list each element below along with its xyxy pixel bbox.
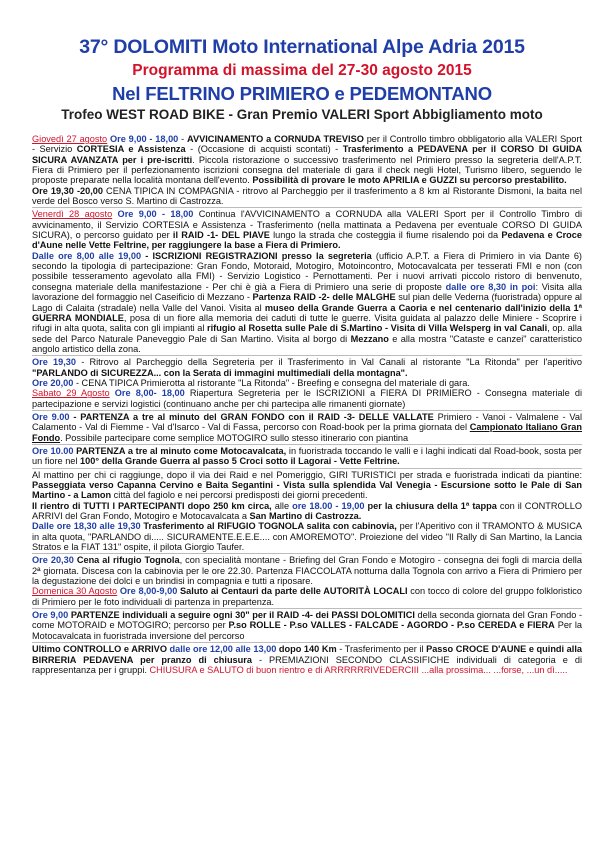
time-label: Ore 9.00 (32, 411, 70, 422)
time-label: Dalle ore 18,30 alle 19,30 (32, 521, 141, 532)
text: , posa di un fiore alla memoria dei caduti di tutte le guerre. Visita guidata al palazzo delle Miniere - Scoprire i rifugi in alta quota, salita con gli impianti al (32, 312, 582, 334)
text: (ufficio A.P.T. a Fiera di Primiero in via Dante 6) secondo la tipologia di partecipazione: Gran Fondo, Motoraid, Motogiro, Motoincontro, Motocavalcata per tesserati FMI e non (con possibile tesseramento agevolato alla FMI) - Servizio Logistico - Pernottamenti. Per i nuovi arrivati piccolo ristoro di benvenuto, consegna materiale della manifestazione - Per chi è già a Fiera di Primiero una serie di proposte (32, 250, 582, 292)
divider (32, 207, 582, 208)
text: Riapertura Segreteria per le ISCRIZIONI a FIERA DI PRIMIERO - Consegna materiale di partecipazione e servizi logistici (continuano anche per chi partecipa alle rimanenti giornate) (32, 388, 583, 409)
saturday-dinner (32, 555, 582, 586)
thursday-dinner (32, 186, 582, 207)
divider (32, 553, 582, 554)
text: alle (271, 500, 293, 511)
text: . Possibile partecipare come semplice MOTOGIRO sullo stesso itinerario con piantina (60, 432, 409, 443)
text-bold: Campionato Italiano Gran Fondo (32, 422, 582, 443)
text-bold: Cena al rifugio Tognola (73, 555, 180, 566)
text: per il Controllo timbro obbligatorio alla VALERI Sport - Servizio (32, 134, 583, 155)
date-label: Giovedì 27 agosto (32, 134, 108, 144)
time-label: Ore 9,00 - 18,00 (110, 134, 179, 144)
text-bold: Trasferimento a PEDAVENA per il CORSO DI GUIDA SICURA AVANZATA per i pre-iscritti (32, 144, 582, 165)
text-bold: P.so ROLLE - P.so VALLES - FALCADE - AGORDO - P.so CEREDA e FIERA (228, 620, 555, 631)
text: e alla mostra "Cataste e canzei" caratteristico angolo artistico della zona. (32, 333, 582, 354)
saturday-motocavalcata (32, 446, 582, 467)
time-label: Ore 8,00-9,00 (117, 586, 178, 597)
text-bold: Passeggiata verso Capanna Cervino e Baita Segantini - Vista sulla splendida Val Venegia - Escursione sotto le Pale di San Martino - a Lamon (32, 480, 582, 501)
text: - PREMIAZIONI SECONDO CLASSIFICHE individuali di categoria e di rappresentanza per i gruppi. (32, 654, 582, 675)
text: Al mattino per chi ci raggiunge, dopo il via dei Raid e nel Pomeriggio, GIRI TURISTICI per strada e fuoristrada indicati da piantine: (32, 469, 582, 480)
day-friday (32, 209, 582, 250)
text-bold: per la chiusura della 1ª tappa (364, 500, 497, 511)
text-bold: museo della Grande Guerra a Caoria e nel centenario dall'inizio della 1ª GUERRA MONDIALE (32, 302, 583, 323)
text: lungo la strada che costeggia il fiume risalendo poi da (269, 230, 502, 241)
day-sunday (32, 586, 582, 607)
divider (32, 410, 582, 411)
divider (32, 608, 582, 609)
divider (32, 642, 582, 643)
date-label: Domenica 30 Agosto (32, 586, 118, 597)
text: - (Occasione di acquisti scontati) - (185, 144, 343, 155)
trophy-heading: Trofeo WEST ROAD BIKE - Gran Premio VALERI Sport Abbigliamento moto (61, 107, 543, 122)
text-bold: AVVICINAMENTO a CORNUDA TREVISO (187, 134, 364, 144)
time-label: ore 18.00 - 19,00 (292, 500, 365, 511)
text-bold: San Martino di Castrozza. (249, 511, 362, 522)
time-label: dalle ore 8,30 in poi (445, 281, 536, 292)
text-bold: 100° della Grande Guerra al passo 5 Croci sotto il Lagorai - Vette Feltrine. (80, 456, 400, 467)
text: : Visita alla lavorazione del formaggio nel Caseificio di Mezzano - (32, 281, 582, 303)
program-body (32, 134, 582, 675)
page-subtitle: Programma di massima del 27-30 agosto 2015 (132, 62, 472, 79)
sunday-raid (32, 610, 582, 641)
text: in fuoristrada toccando le valli e i laghi indicati dal Road-book, sosta per un fiore nel (32, 445, 582, 467)
text-bold: PARTENZA a tre al minuto come Motocavalcata, (73, 445, 287, 456)
text-bold: - PARTENZA a tre al minuto del GRAN FONDO (69, 411, 285, 422)
page-title: 37° DOLOMITI Moto International Alpe Adria 2015 (79, 36, 525, 58)
text-bold: il RAID -1- DEL PIAVE (172, 230, 270, 241)
time-label: Ore 8,00- 18,00 (109, 388, 185, 399)
text: , op. alla sede del Parco Naturale Paneveggio Pale di San Martino. Visita al borgo di (32, 323, 582, 344)
text-bold: Possibilità di provare le moto APRILIA e GUZZI su percorso prestabilito. (252, 175, 567, 186)
friday-registration (32, 251, 582, 354)
text-bold: PARTENZE individuali a seguire ogni 30" per il RAID -4- dei PASSI DOLOMITICI (68, 610, 415, 621)
text: - Ritrovo al Parcheggio della Segreteria per il Trasferimento in Val Canali al ristorante "La Ritonda" per l'aperitivo (76, 357, 582, 368)
closing-note: CHIUSURA e SALUTO di buon rientro e di ARRRRRRIVEDERCIII ...alla prossima... ...forse, ...un dì..... (149, 664, 568, 675)
divider (32, 468, 582, 469)
text: Primiero - Vanoi - Valmalene - Val Calamento - Val di Fiemme - Val d'Isarco - Val di Fassa, percorso con Road-book per la prima giornata del (32, 411, 582, 433)
time-label: dalle ore 12,00 alle 13,00 (166, 644, 277, 655)
text: - CENA TIPICA Primierotta al ristorante "La Ritonda" - Breefing e consegna del materiale di gara. (73, 377, 470, 388)
text-bold: CORTESIA e Assistenza (76, 144, 186, 155)
day-thursday: Giovedì 27 agosto Ore 9,00 - 18,00 - AVVICINAMENTO a CORNUDA TREVISO per il Controllo timbro obbligatorio alla VALERI Sport - Servizio CORTESIA e Assistenza - (Occasione di acquisti scontati) - Trasferimento a PEDAVENA per il CORSO DI GUIDA SICURA AVANZATA per i pre-iscritti. Piccola ristorazione o successivo trasferimento nel Primiero presso la segreteria dell'A.P.T. Fiera di Primiero per il perfezionamento iscrizioni consegna del materiale di gara il check negli Hotel, Turismo libero, seguendo le proposte preparate nella località montana dell'evento. Possibilità di provare le moto APRILIA e GUZZI su percorso prestabilito. (32, 134, 583, 186)
text-bold: Pedavena e Croce d'Aune nelle Vette Feltrine, per raggiungere la base a Fiera di Primiero. (32, 230, 582, 251)
time-label: Ore 19,30 (32, 357, 77, 368)
text-bold: - ISCRIZIONI REGISTRAZIONI presso la segreteria (141, 250, 372, 261)
text: Per la Motocavalcata in fuoristrada inversione del percorso (32, 620, 582, 641)
text-bold: Mezzano (350, 333, 389, 344)
text: sul pian delle Vederna (fuoristrada) oppure al Lago di Calaita (stradale) nella Valle del Vanoi. Visita al (32, 292, 582, 313)
text: della seconda giornata del Gran Fondo - come MOTORAID e MOTOGIRO; percorso per (32, 610, 583, 631)
text-bold: Saluto ai Centauri da parte delle AUTORITÀ LOCALI (177, 586, 408, 597)
text-bold: rifugio al Rosetta sulle Pale di S.Martino - Visita di Villa Welsperg in val Canali (207, 323, 548, 334)
divider (32, 444, 582, 445)
divider (32, 355, 582, 356)
text-bold: Ultimo CONTROLLO e ARRIVO (32, 644, 167, 655)
date-label: Sabato 29 Agosto (32, 388, 110, 399)
text: per l'Aperitivo con il TRAMONTO & MUSICA in alta quota, "PARLANDO di..... SICURAMENTE.E.E.E.... con AMOREMOTO". Proiezione del video "Il Rally di San Martino, la Lancia Stratos e la FIAT 131" ospite, il pilota Giorgio Taufer. (32, 521, 582, 553)
text-bold: Partenza RAID -2- delle MALGHE (252, 292, 396, 303)
time-label: Ore 20,30 (32, 555, 74, 566)
text: città del fagiolo e nei percorsi predisposti dei giorni precedenti. (111, 490, 368, 501)
saturday-tours (32, 470, 582, 501)
text: CENA TIPICA IN COMPAGNIA - ritrovo al Parcheggio per il trasferimento a 8 km al Ristorante Dismoni, la baita nel verde del Bosco verso S. Martino di Castrozza. (32, 185, 583, 207)
text: con tocco di colore del gruppo folkloristico di Primiero per le foto individuali di partenza in prepartenza. (32, 586, 582, 607)
text-bold: Passo CROCE D'AUNE e quindi alla BIRRERIA PEDAVENA per pranzo di chiusura (32, 644, 582, 665)
time-label: Ore 10.00 (32, 445, 74, 456)
time-label: Ore 20,00 (32, 377, 74, 388)
date-label: Venerdì 28 agosto (32, 209, 113, 220)
text-bold: dopo 140 Km (276, 644, 337, 655)
text-bold: Il rientro di TUTTI I PARTECIPANTI dopo 250 km circa, (32, 500, 272, 511)
time-label: Ore 9,00 - 18,00 (117, 209, 194, 220)
sunday-finish (32, 644, 582, 675)
time-label: Ore 19,30 -20,00 (32, 185, 103, 196)
saturday-tognola (32, 521, 582, 552)
text-bold: Trasferimento al RIFUGIO TOGNOLA salita con cabinovia, (140, 521, 397, 532)
region-heading: Nel FELTRINO PRIMIERO e PEDEMONTANO (112, 83, 492, 104)
friday-dinner (32, 378, 582, 388)
saturday-return (32, 501, 582, 522)
text: - Trasferimento per il (336, 644, 427, 655)
time-label: Ore 9,00 (32, 610, 69, 621)
saturday-granfondo (32, 412, 582, 443)
text-bold: con il RAID -3- DELLE VALLATE (284, 411, 434, 422)
time-label: Dalle ore 8,00 alle 19,00 (32, 250, 142, 261)
text: Continua l'AVVICINAMENTO a CORNUDA alla VALERI Sport per il Controllo Timbro di avvicinamento, il Servizio CORTESIA e Assistenza - Trasferimento (nella mattinata a Pedavena per eventuale CORSO DI GUIDA SICURA), o percorso guidato per (32, 209, 582, 241)
text: con il CONTROLLO ARRIVI del Gran Fondo, Motogiro e Motocavalcata a (32, 500, 582, 522)
text: . Piccola ristorazione o successivo trasferimento nel Primiero presso la segreteria dell'A.P.T. Fiera di Primiero per il perfezionamento iscrizioni consegna del materiale di gara il check negli Hotel, Turismo libero, seguendo le proposte preparate nella località montana dell'evento. (32, 154, 582, 186)
text: , con specialità montane - Briefing del Gran Fondo e Motogiro - consegna dei fogli di marcia della 2ª giornata. Discesa con la cabinovia per le ore 22.30. Partenza FIACCOLATA notturna dalla Tognola con arrivo a Fiera di Primiero per la degustazione dei dolci e un brindisi in compagnia e tutti a riposare. (32, 555, 582, 587)
text-bold: "PARLANDO di SICUREZZA... con la Serata di immagini multimediali della montagna". (32, 367, 408, 378)
friday-aperitivo (32, 357, 582, 378)
day-saturday (32, 388, 582, 409)
